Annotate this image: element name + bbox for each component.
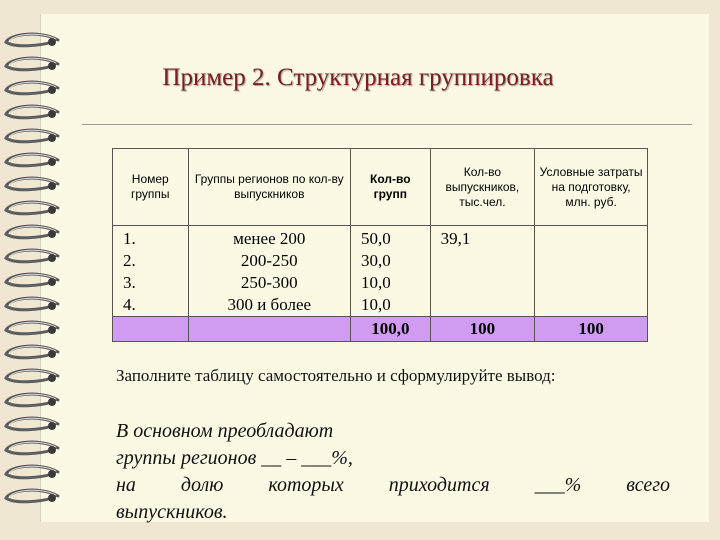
cell-group: 300 и более bbox=[188, 294, 350, 317]
table-total-row bbox=[113, 317, 648, 342]
binding-ring bbox=[6, 370, 58, 382]
cell-costs bbox=[535, 226, 648, 251]
cell-graduates bbox=[430, 272, 535, 294]
binding-ring bbox=[6, 82, 58, 94]
cell-costs bbox=[535, 272, 648, 294]
binding-ring bbox=[6, 58, 58, 70]
header-group-number: Номер группы bbox=[113, 149, 189, 226]
conclusion-text bbox=[116, 418, 670, 526]
header-graduates: Кол-во выпускников, тыс.чел. bbox=[430, 149, 535, 226]
total-group bbox=[188, 317, 350, 342]
binding-ring bbox=[6, 442, 58, 454]
cell-number: 3. bbox=[113, 272, 189, 294]
binding-ring bbox=[6, 34, 58, 46]
binding-ring bbox=[6, 250, 58, 262]
binding-ring bbox=[6, 274, 58, 286]
title-divider bbox=[82, 124, 692, 125]
instruction-text: Заполните таблицу самостоятельно и сформулируйте вывод: bbox=[116, 366, 556, 385]
binding-ring bbox=[6, 298, 58, 310]
spiral-binding bbox=[0, 0, 60, 540]
table-row bbox=[113, 294, 648, 317]
binding-ring bbox=[6, 202, 58, 214]
cell-count: 30,0 bbox=[350, 250, 430, 272]
binding-ring bbox=[6, 226, 58, 238]
cell-number: 2. bbox=[113, 250, 189, 272]
cell-graduates bbox=[430, 250, 535, 272]
header-group-count: Кол-во групп bbox=[350, 149, 430, 226]
header-costs: Условные затраты на подготовку, млн. руб. bbox=[535, 149, 648, 226]
table-row bbox=[113, 250, 648, 272]
binding-ring bbox=[6, 322, 58, 334]
binding-ring bbox=[6, 130, 58, 142]
cell-count: 50,0 bbox=[350, 226, 430, 251]
total-number bbox=[113, 317, 189, 342]
binding-ring bbox=[6, 466, 58, 478]
table-row bbox=[113, 272, 648, 294]
total-count: 100,0 bbox=[350, 317, 430, 342]
conclusion-line-2: группы регионов __ – ___%, bbox=[116, 447, 353, 469]
table-header-row bbox=[113, 149, 648, 226]
total-graduates: 100 bbox=[430, 317, 535, 342]
binding-ring bbox=[6, 490, 58, 502]
cell-count: 10,0 bbox=[350, 272, 430, 294]
conclusion-line-1: В основном преобладают bbox=[116, 420, 334, 442]
cell-costs bbox=[535, 294, 648, 317]
binding-ring bbox=[6, 106, 58, 118]
conclusion-line-3: на долю которых приходится ___% всего bbox=[116, 474, 670, 496]
binding-ring bbox=[6, 346, 58, 358]
binding-ring bbox=[6, 178, 58, 190]
binding-ring bbox=[6, 154, 58, 166]
cell-group: 200-250 bbox=[188, 250, 350, 272]
cell-number: 4. bbox=[113, 294, 189, 317]
cell-graduates bbox=[430, 294, 535, 317]
slide-title: Пример 2. Структурная группировка bbox=[162, 64, 554, 91]
header-region-groups: Группы регионов по кол-ву выпускников bbox=[188, 149, 350, 226]
grouping-table bbox=[112, 148, 648, 342]
binding-ring bbox=[6, 418, 58, 430]
total-costs: 100 bbox=[535, 317, 648, 342]
cell-group: менее 200 bbox=[188, 226, 350, 251]
cell-count: 10,0 bbox=[350, 294, 430, 317]
cell-number: 1. bbox=[113, 226, 189, 251]
cell-group: 250-300 bbox=[188, 272, 350, 294]
cell-graduates: 39,1 bbox=[430, 226, 535, 251]
conclusion-line-4: выпускников. bbox=[116, 501, 228, 523]
cell-costs bbox=[535, 250, 648, 272]
binding-ring bbox=[6, 394, 58, 406]
table-row bbox=[113, 226, 648, 251]
